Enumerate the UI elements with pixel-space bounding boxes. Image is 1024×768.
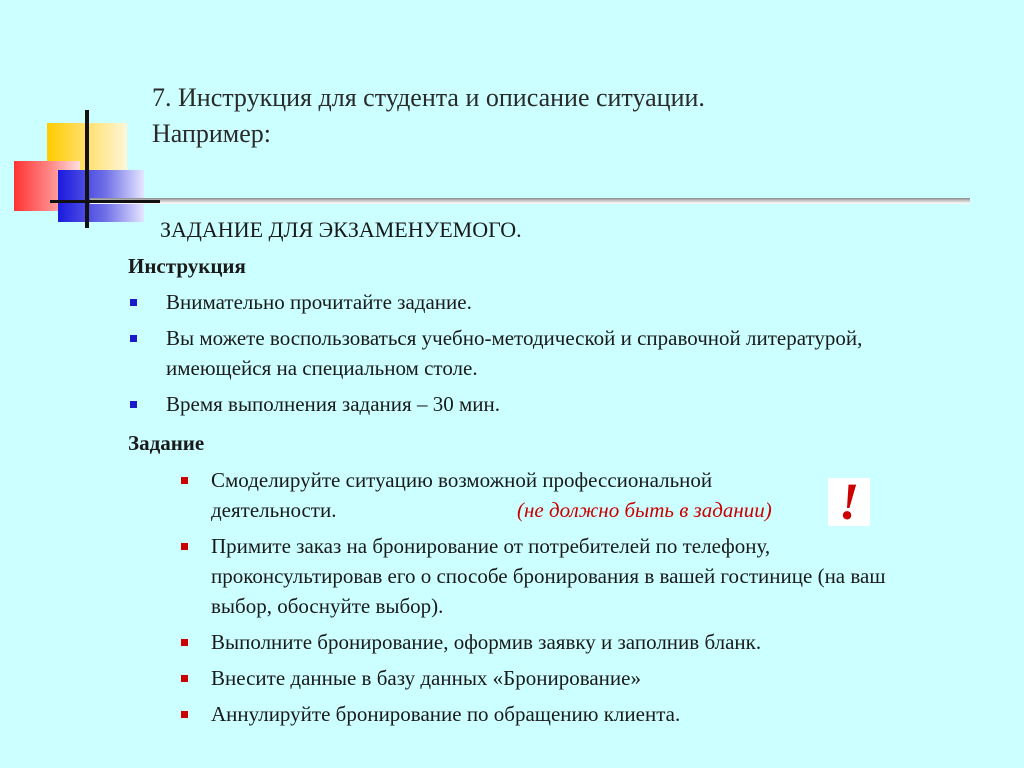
list-item (170, 627, 930, 657)
bullet-icon (181, 639, 188, 646)
bullet-icon (181, 477, 188, 484)
instruction-list (128, 287, 888, 425)
list-item (170, 465, 930, 525)
task-item-text-line-2: деятельности. (211, 498, 337, 522)
task-heading: ЗАДАНИЕ ДЛЯ ЭКЗАМЕНУЕМОГО. (160, 217, 522, 242)
bullet-icon (130, 299, 137, 306)
task-item-text: Выполните бронирование, оформив заявку и заполнив бланк. (211, 630, 762, 654)
list-item (128, 323, 888, 383)
task-item-text: Внесите данные в базу данных «Бронирование» (211, 666, 641, 690)
instruction-item-text: Внимательно прочитайте задание. (166, 290, 472, 314)
bullet-icon (130, 335, 137, 342)
editor-note: (не должно быть в задании) (517, 498, 772, 522)
list-item (128, 287, 888, 317)
bullet-icon (130, 401, 137, 408)
exclamation-icon: ! (828, 478, 870, 526)
instruction-item-text: Время выполнения задания – 30 мин. (166, 392, 500, 416)
decor-vertical-line (85, 110, 89, 228)
task-item-text: Аннулируйте бронирование по обращению клиента. (211, 702, 681, 726)
slide-title (152, 80, 972, 152)
list-item (170, 531, 930, 621)
list-item (170, 663, 930, 693)
title-divider-line (90, 198, 970, 204)
list-item (128, 389, 888, 419)
decor-horizontal-line (50, 200, 160, 203)
title-line-1: 7. Инструкция для студента и описание ситуации. (152, 83, 705, 112)
list-item (170, 699, 930, 729)
title-line-2: Например: (152, 119, 272, 148)
task-item-text-line-1: Смоделируйте ситуацию возможной профессиональной (211, 468, 713, 492)
bullet-icon (181, 711, 188, 718)
task-label: Задание (128, 431, 205, 455)
decor-blue-square (58, 170, 144, 222)
bullet-icon (181, 675, 188, 682)
bullet-icon (181, 543, 188, 550)
instruction-item-text: Вы можете воспользоваться учебно-методической и справочной литературой, имеющейся на специальном столе. (166, 326, 863, 380)
instruction-label: Инструкция (128, 254, 246, 278)
task-list (170, 465, 930, 735)
task-item-text: Примите заказ на бронирование от потребителей по телефону, проконсультировав его о способе бронирования в вашей гостинице (на ваш выбор, обоснуйте выбор). (211, 534, 886, 618)
